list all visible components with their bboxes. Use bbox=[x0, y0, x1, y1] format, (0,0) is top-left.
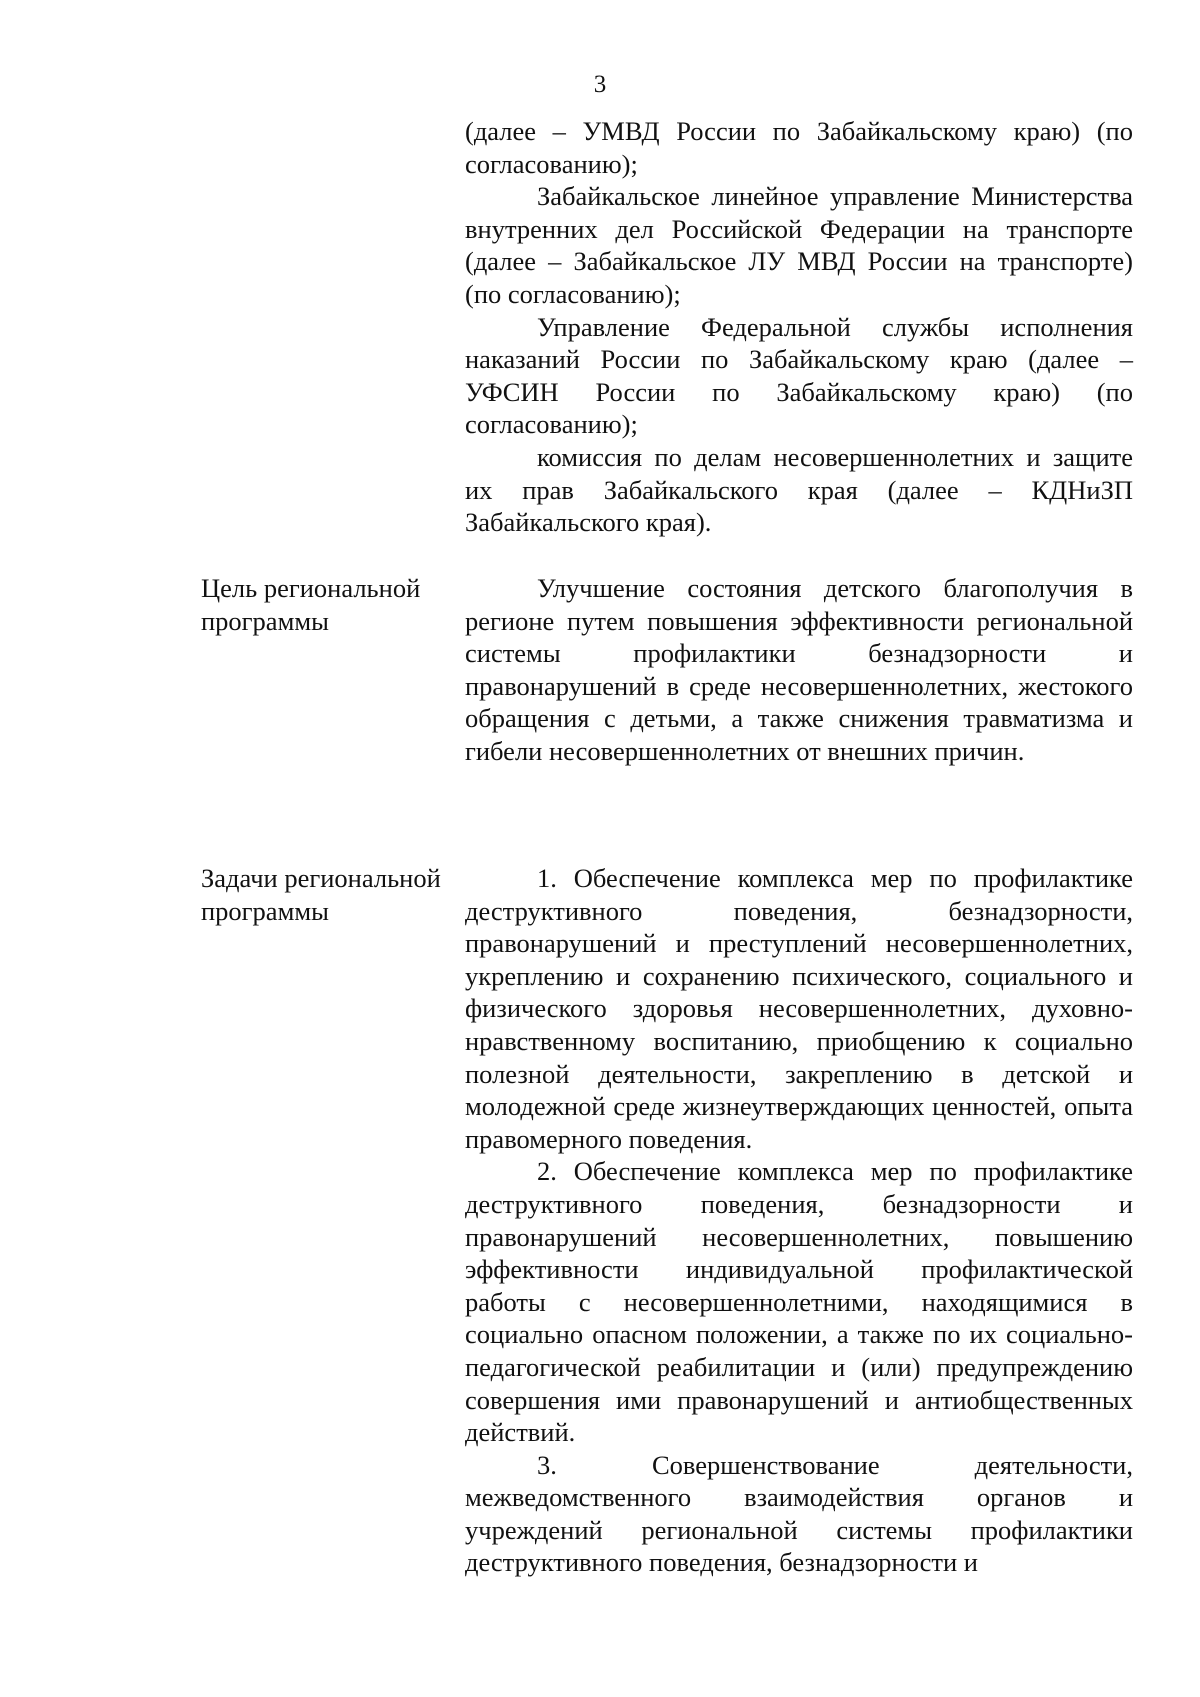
tasks-section bbox=[465, 862, 1133, 1579]
agency-item-umvd-continuation: (далее – УМВД России по Забайкальскому краю) (по согласованию); bbox=[465, 116, 1133, 179]
page-number: 3 bbox=[593, 71, 607, 98]
goal-label: Цель региональной программы bbox=[201, 573, 421, 636]
goal-section bbox=[465, 572, 1133, 768]
agency-item-transport-police: Забайкальское линейное управление Министерства внутренних дел Российской Федерации на транспорте (далее – Забайкальское ЛУ МВД России на транспорте) (по согласованию); bbox=[465, 181, 1133, 309]
goal-text: Улучшение состояния детского благополучия в регионе путем повышения эффективности региональной системы профилактики безнадзорности и правонарушений в среде несовершеннолетних, жестокого обращения с детьми, а также снижения травматизма и гибели несовершеннолетних от внешних причин. bbox=[465, 573, 1133, 766]
agency-item-ufsin: Управление Федеральной службы исполнения наказаний России по Забайкальскому краю (далее – УФСИН России по Забайкальскому краю) (по согласованию); bbox=[465, 311, 1133, 440]
agency-list-continuation bbox=[465, 115, 1133, 539]
task-item-2: 2. Обеспечение комплекса мер по профилактике деструктивного поведения, безнадзорности и правонарушений несовершеннолетних, повышению эффективности индивидуальной профилактической работы с несовершеннолетними, находящимися в социально опасном положении, а также по их социально-педагогической реабилитации и (или) предупреждению совершения ими правонарушений и антиобщественных действий. bbox=[465, 1156, 1133, 1448]
task-item-1: 1. Обеспечение комплекса мер по профилактике деструктивного поведения, безнадзорности, правонарушений и преступлений несовершеннолетних, укреплению и сохранению психического, социального и физического здоровья несовершеннолетних, духовно-нравственному воспитанию, приобщению к социально полезной деятельности, закреплению в детской и молодежной среде жизнеутверждающих ценностей, опыта правомерного поведения. bbox=[465, 863, 1133, 1154]
agency-item-kdnizp: комиссия по делам несовершеннолетних и защите их прав Забайкальского края (далее – КДНиЗП Забайкальского края). bbox=[465, 441, 1133, 538]
task-item-3: 3. Совершенствование деятельности, межведомственного взаимодействия органов и учреждений региональной системы профилактики деструктивного поведения, безнадзорности и bbox=[465, 1449, 1133, 1578]
tasks-label: Задачи региональной программы bbox=[201, 863, 441, 926]
